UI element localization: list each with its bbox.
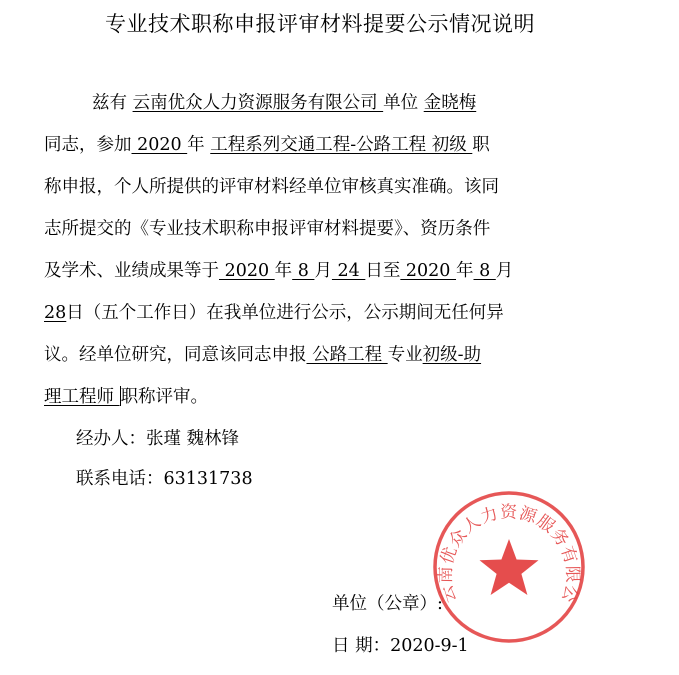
title-series: 工程系列交通工程-公路工程 初级 bbox=[210, 135, 473, 155]
apply-year: 2020 bbox=[131, 135, 188, 155]
unit-seal-label: 单位（公章）: bbox=[332, 594, 443, 614]
date-line: 日 期：2020-9-1 bbox=[332, 636, 469, 656]
seal-star-icon bbox=[480, 539, 539, 595]
body-line-1: 兹有 云南优众人力资源服务有限公司 单位 金晓梅 bbox=[92, 93, 477, 113]
svg-text:云南优众人力资源服务有限公司 bbox=[429, 487, 582, 606]
seal-text: 云南优众人力资源服务有限公 bbox=[435, 502, 583, 606]
end-year: 2020 bbox=[400, 261, 457, 281]
major-name: 公路工程 bbox=[306, 345, 388, 365]
applicant-name: 金晓梅 bbox=[423, 93, 477, 113]
company-name: 云南优众人力资源服务有限公司 bbox=[132, 93, 384, 113]
end-day: 28 bbox=[44, 303, 67, 323]
level-name-cont: 理工程师 bbox=[44, 387, 120, 407]
start-year: 2020 bbox=[219, 261, 275, 281]
seal-graphic bbox=[429, 487, 589, 647]
start-day: 24 bbox=[331, 261, 366, 281]
body-line-7: 议。经单位研究，同意该同志申报 公路工程 专业初级-助 bbox=[44, 345, 482, 365]
body-line-8: 理工程师 职称评审。 bbox=[44, 387, 209, 407]
phone-line: 联系电话：63131738 bbox=[76, 469, 253, 489]
end-month: 8 bbox=[473, 261, 496, 281]
body-line-2: 同志，参加 2020 年 工程系列交通工程-公路工程 初级 职 bbox=[44, 135, 490, 155]
body-line-6: 28日（五个工作日）在我单位进行公示，公示期间无任何异 bbox=[44, 303, 504, 323]
level-name: 初级-助 bbox=[422, 345, 482, 365]
document-title: 专业技术职称申报评审材料提要公示情况说明 bbox=[105, 12, 535, 36]
body-line-4: 志所提交的《专业技术职称申报评审材料提要》、资历条件 bbox=[44, 219, 491, 239]
company-seal bbox=[429, 487, 589, 647]
body-line-5: 及学术、业绩成果等于 2020 年 8 月 24 日至 2020 年 8 月 bbox=[44, 261, 514, 281]
body-line-3: 称申报，个人所提供的评审材料经单位审核真实准确。该同 bbox=[44, 177, 499, 197]
start-month: 8 bbox=[292, 261, 315, 281]
handler-line: 经办人：张瑾 魏林锋 bbox=[76, 429, 240, 449]
